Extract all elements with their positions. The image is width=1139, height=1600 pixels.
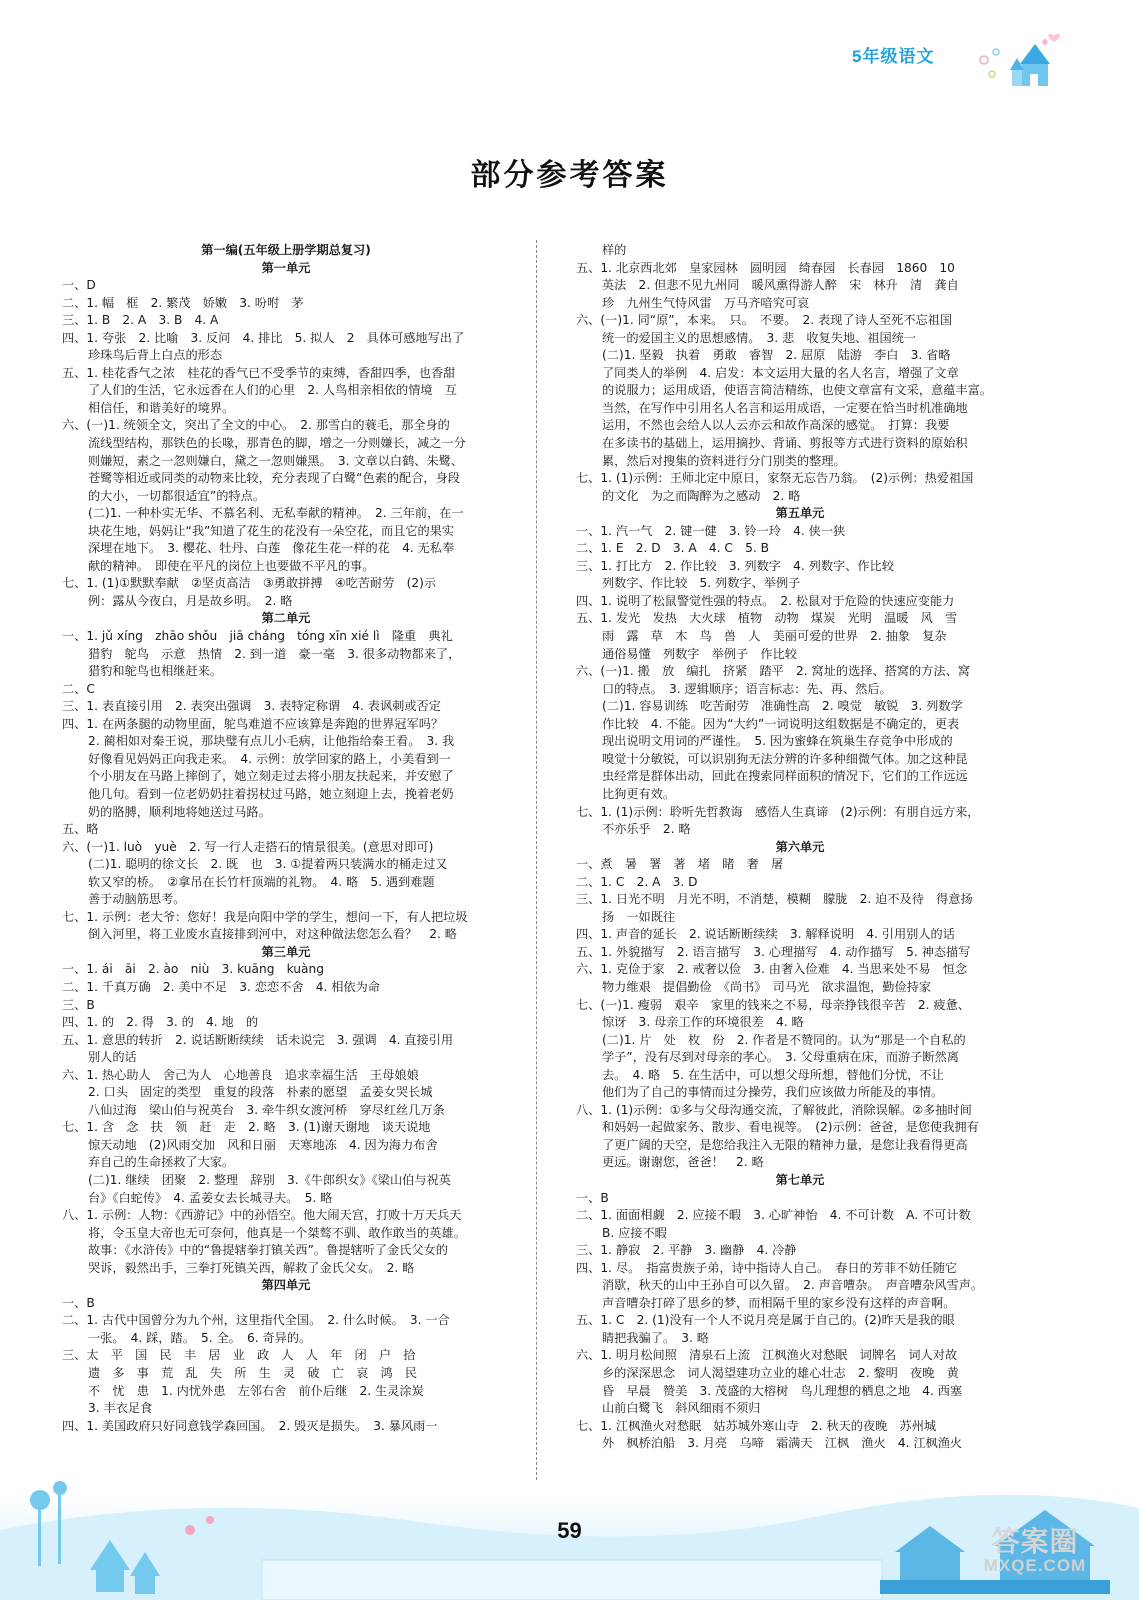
answer-line: 深埋在地下。 3. 樱花、牡丹、白莲 像花生花一样的花 4. 无私奉	[88, 541, 455, 556]
answer-line: 善于动脑筋思考。	[88, 892, 186, 907]
answer-line: 三、太 平 国 民 丰 居 业 政 人 人 年 闭 户 拾	[62, 1348, 416, 1363]
answer-line: 相信任，和谐美好的境界。	[88, 400, 235, 415]
section-heading: 第二单元	[261, 611, 311, 626]
section-heading: 第一单元	[261, 260, 311, 275]
answer-line: 五、1. 发光 发热 大火球 植物 动物 煤炭 光明 温暖 风 雪	[576, 611, 958, 626]
answer-line: 作比较 4. 不能。因为“大约”一词说明这组数据是不确定的，更表	[602, 716, 960, 731]
watermark-text: 答案圈	[991, 1526, 1079, 1557]
answer-line: 哭诉，毅然出手，三拳打死镇关西，解救了金氏父女。 2. 略	[88, 1260, 415, 1275]
answer-line: 英法 2. 但悲不见九州同 暖风熏得游人醉 宋 林升 清 龚自	[602, 278, 959, 293]
answer-line: 一、1. jǔ xíng zhāo shǒu jiā cháng tóng xīn xié lì 隆重 典礼	[62, 629, 453, 644]
answer-line: 将，令玉皇大帝也无可奈何，他真是一个桀骜不驯、敢作敢当的英雄。	[88, 1225, 466, 1240]
answer-line: 四、1. 尽。 指富贵族子弟，诗中指诗人自己。 春日的芳菲不妨任随它	[576, 1260, 958, 1275]
answer-line: 流线型结构，那铁色的长喙，那青色的脚，增之一分则嫌长，减之一分	[88, 436, 466, 451]
answer-line: 山前白鹭飞 斜风细雨不须归	[602, 1401, 761, 1416]
answer-line: 六、(一)1. luò yuè 2. 写一行人走搭石的情景很美。(意思对即可)	[62, 839, 434, 854]
answer-line: 六、1. 热心助人 舍己为人 心地善良 追求幸福生活 王母娘娘	[62, 1067, 419, 1082]
answer-line: 一、1. ái āi 2. ào niù 3. kuāng kuàng	[62, 962, 324, 977]
answer-line: 睛把我骗了。 3. 略	[602, 1330, 709, 1345]
answer-line: 二、1. 幅 框 2. 繁茂 娇嫩 3. 吩咐 茅	[62, 295, 304, 310]
answer-line: 比狗更有效。	[602, 786, 676, 801]
answer-line: 累，然后对搜集的资料进行分门别类的整理。	[602, 453, 846, 468]
answer-line: 了人们的生活，它永远香在人们的心里 2. 人鸟相亲相依的情境 互	[88, 383, 457, 398]
answer-line: 物力维艰 提倡勤俭 《尚书》 司马光 欲求温饱，勤俭持家	[602, 979, 932, 994]
answer-line: 七、1. 示例：老大爷：您好！我是向阳中学的学生，想问一下，有人把垃圾	[62, 909, 468, 924]
answer-line: 现出说明文用词的严谨性。 5. 因为蜜蜂在筑巢生存竞争中形成的	[602, 734, 953, 749]
answer-line: 不亦乐乎 2. 略	[602, 822, 691, 837]
answer-line: 他们为了自己的事情而过分操劳，我们应该做力所能及的事情。	[602, 1085, 944, 1100]
answer-line: 块花生地，妈妈让“我”知道了花生的花没有一朵空花，而且它的果实	[88, 523, 455, 538]
answer-line: 三、1. 日光不明 月光不明，不消楚，模糊 朦胧 2. 迫不及待 得意扬	[576, 892, 973, 907]
answer-line: 七、1. (1)示例：王师北定中原日，家祭无忘告乃翁。 (2)示例：热爱祖国	[576, 471, 974, 486]
answer-line: 一、1. 汽一气 2. 键一健 3. 铃一玲 4. 侠一狭	[576, 523, 846, 538]
answer-line: 苍鹭等相近或同类的动物来比较，充分表现了白鹭“色素的配合，身段	[88, 471, 460, 486]
section-heading: 第五单元	[775, 506, 825, 521]
answer-line: 样的	[602, 243, 627, 257]
answer-line: 五、1. 北京西北郊 皇家园林 圆明园 绮春园 长春园 1860 10	[576, 260, 955, 275]
grade-label: 5年级语文	[852, 47, 935, 66]
answer-line: 四、1. 夸张 2. 比喻 3. 反问 4. 排比 5. 拟人 2 具体可感地写出了	[62, 330, 465, 345]
answer-line: 惊天动地 (2)风雨交加 风和日丽 天寒地冻 4. 因为海力布舍	[88, 1137, 438, 1152]
answer-line: 三、1. B 2. A 3. B 4. A	[62, 313, 219, 328]
answer-line: 六、1. 克俭于家 2. 戒奢以俭 3. 由奢入俭难 4. 当思来处不易 恒念	[576, 962, 968, 977]
answer-line: 了更广阔的天空，是您给我注入无限的精神力量，是您让我看得更高	[602, 1137, 968, 1152]
answer-line: 二、C	[62, 681, 95, 696]
answer-line: 三、1. 打比方 2. 作比较 3. 列数字 4. 列数字、作比较	[576, 558, 894, 573]
answer-line: 五、略	[62, 822, 99, 837]
answer-line: 通俗易懂 列数字 举例子 作比较	[602, 646, 797, 661]
answer-line: 2. 蔺相如对秦王说，那块璧有点儿小毛病，让他指给秦王看。 3. 我	[88, 734, 455, 749]
answer-line: 奶的胳膊，顺利地将她送过马路。	[88, 804, 271, 819]
answer-line: (二)1. 继续 团聚 2. 整理 辞别 3.《牛郎织女》《梁山伯与祝英	[88, 1172, 451, 1187]
answer-line: 七、1. 含 念 扶 领 赶 走 2. 略 3. (1)谢天谢地 谈天说地	[62, 1120, 431, 1135]
answer-line: 猎豹和鸵鸟也相继赶来。	[88, 664, 223, 679]
answer-line: 四、1. 说明了松鼠警觉性强的特点。 2. 松鼠对于危险的快速应变能力	[576, 593, 955, 608]
answer-line: 不 忧 患 1. 内忧外患 左邻右舍 前仆后继 2. 生灵涂炭	[88, 1383, 424, 1398]
answer-line: 台》《白蛇传》 4. 孟姜女去长城寻夫。 5. 略	[88, 1190, 333, 1205]
answer-line: 3. 丰衣足食	[88, 1401, 153, 1416]
answer-line: 软又窄的桥。 ②拿吊在长竹杆顶端的礼物。 4. 略 5. 遇到难题	[88, 874, 435, 889]
answer-line: 四、1. 在两条腿的动物里面，鸵鸟难道不应该算是奔跑的世界冠军吗？	[62, 716, 444, 731]
answer-line: 二、1. 古代中国曾分为九个州，这里指代全国。 2. 什么时候。 3. 一合	[62, 1313, 450, 1328]
section-heading: 第七单元	[775, 1172, 825, 1187]
answer-line: 外 枫桥泊船 3. 月亮 乌啼 霜满天 江枫 渔火 4. 江枫渔火	[602, 1436, 963, 1451]
decorative-castle-icon	[972, 30, 1062, 92]
answer-line: 列数字、作比较 5. 列数字、举例子	[602, 576, 801, 591]
answer-line: 去。 4. 略 5. 在生活中，可以想父母所想，替他们分忧，不让	[602, 1067, 944, 1082]
answer-column-right	[576, 242, 1024, 1453]
answer-line: 二、1. 面面相觑 2. 应接不暇 3. 心旷神怡 4. 不可计数 A. 不可计数	[576, 1208, 971, 1223]
answer-line: 六、(一)1. 统领全文，突出了全文的中心。 2. 那雪白的蓑毛，那全身的	[62, 418, 450, 433]
answer-line: (二)1. 聪明的徐文长 2. 既 也 3. ①提着两只装满水的桶走过又	[88, 857, 448, 872]
answer-line: 六、(一)1. 搬 放 编扎 挤紧 踏平 2. 窝址的选择、搭窝的方法、窝	[576, 664, 970, 679]
answer-line: 别人的话	[88, 1050, 137, 1065]
answer-line: 五、1. 意思的转折 2. 说话断断续续 话未说完 3. 强调 4. 直接引用	[62, 1032, 454, 1047]
column-divider	[536, 240, 537, 1480]
answer-line: 五、1. 桂花香气之浓 桂花的香气已不受季节的束缚，香甜四季，也香甜	[62, 365, 456, 380]
answer-line: 更远。谢谢您，爸爸！ 2. 略	[602, 1155, 764, 1170]
answer-line: 例：露从今夜白，月是故乡明。 2. 略	[88, 593, 293, 608]
answer-line: 六、1. 明月松间照 清泉石上流 江枫渔火对愁眠 词牌名 词人对故	[576, 1348, 958, 1363]
answer-line: 倒入河里，将工业废水直接排到河中，对这种做法您怎么看？ 2. 略	[88, 927, 457, 942]
answer-line: 运用，不然也会给人以人云亦云和故作高深的感觉。 打算：我要	[602, 418, 950, 433]
answer-column-left	[62, 242, 510, 1435]
answer-line: 好像看见妈妈正向我走来。 4. 示例：放学回家的路上，小美看到一	[88, 751, 451, 766]
answer-line: 八仙过海 梁山伯与祝英台 3. 牵牛织女渡河桥 穿尽红丝几万条	[88, 1102, 445, 1117]
answer-line: 声音嘈杂打碎了思乡的梦，而相隔千里的家乡没有这样的声音啊。	[602, 1295, 956, 1310]
answer-line: 四、1. 的 2. 得 3. 的 4. 地 的	[62, 1015, 259, 1030]
answer-line: 八、1. 示例：人物：《西游记》中的孙悟空。他大闹天宫，打败十万天兵天	[62, 1208, 462, 1223]
answer-line: (二)1. 坚毅 执着 勇敢 睿智 2. 屈原 陆游 李白 3. 省略	[602, 348, 951, 363]
answer-line: 一、B	[576, 1190, 609, 1205]
answer-line: 的文化 为之而陶醉为之感动 2. 略	[602, 488, 801, 503]
answer-line: 猎豹 鸵鸟 示意 热情 2. 到一道 豪一毫 3. 很多动物都来了，	[88, 646, 461, 661]
answer-line: 八、1. (1)示例：①多与父母沟通交流，了解彼此，消除误解。②多抽时间	[576, 1102, 972, 1117]
answer-line: 一、D	[62, 278, 96, 293]
answer-line: 口的特点。 3. 逻辑顺序；语言标志：先、再、然后。	[602, 681, 892, 696]
watermark-url: MXQE.COM	[983, 1556, 1087, 1575]
answer-line: 惊讶 3. 母亲工作的环境很差 4. 略	[602, 1015, 804, 1030]
answer-line: 弃自己的生命拯救了大家。	[88, 1155, 235, 1170]
answer-line: 扬 一如既往	[602, 909, 676, 924]
answer-line: B. 应接不暇	[602, 1225, 667, 1240]
answer-line: 一张。 4. 踩，踏。 5. 全。 6. 奇异的。	[88, 1330, 312, 1345]
answer-line: 2. 口头 固定的类型 重复的段落 朴素的愿望 孟姜女哭长城	[88, 1085, 433, 1100]
page-number: 59	[557, 1518, 582, 1543]
answer-line: 七、1. (1)①默默奉献 ②坚贞高洁 ③勇敢拼搏 ④吃苦耐劳 (2)示	[62, 576, 437, 591]
answer-line: 了同类人的举例 4. 启发：本文运用大量的名人名言，增强了文章	[602, 365, 959, 380]
answer-line: 的大小，一切都很适宜”的特点。	[88, 488, 265, 503]
answer-line: 七、(一)1. 瘦弱 艰辛 家里的钱来之不易，母亲挣钱很辛苦 2. 疲惫、	[576, 997, 970, 1012]
answer-line: 雨 露 草 木 鸟 兽 人 美丽可爱的世界 2. 抽象 复杂	[602, 629, 947, 644]
section-heading: 第四单元	[261, 1278, 311, 1293]
answer-line: 珍珠鸟后背上白点的形态	[88, 348, 223, 363]
answer-line: 二、1. C 2. A 3. D	[576, 874, 698, 889]
answer-line: 七、1. (1)示例：聆听先哲教诲 感悟人生真谛 (2)示例：有朋自远方来，	[576, 804, 980, 819]
answer-line: 一、B	[62, 1295, 95, 1310]
answer-line: 虫经常是群体出动，回此在搜索同样面积的情况下，它们的工作远远	[602, 769, 968, 784]
answer-line: 的说服力；运用成语，使语言简洁精练，也使文章富有文采，意蕴丰富。	[602, 383, 992, 398]
answer-line: 五、1. 外貌描写 2. 语言描写 3. 心理描写 4. 动作描写 5. 神态描写	[576, 944, 971, 959]
answer-line: 七、1. 江枫渔火对愁眠 姑苏城外寒山寺 2. 秋天的夜晚 苏州城	[576, 1418, 937, 1433]
answer-line: 他几句。看到一位老奶奶拄着拐杖过马路，她立刻迎上去，挽着老奶	[88, 786, 454, 801]
section-heading: 第一编(五年级上册学期总复习)	[201, 243, 371, 257]
section-heading: 第六单元	[775, 839, 825, 854]
answer-line: 消歇，秋天的山中王孙自可以久留。 2. 声音嘈杂。 声音嘈杂风雪声。	[602, 1278, 984, 1293]
answer-line: 四、1. 美国政府只好同意钱学森回国。 2. 毁灭是损失。 3. 暴风雨一	[62, 1418, 438, 1433]
answer-line: 献的精神。 即使在平凡的岗位上也要做不平凡的事。	[88, 558, 375, 573]
answer-line: 统一的爱国主义的思想感情。 3. 悲 收复失地、祖国统一	[602, 330, 917, 345]
answer-line: 一、煮 暑 署 著 堵 睹 奢 屠	[576, 857, 784, 872]
answer-line: 昏 早晨 赞美 3. 茂盛的大榕树 鸟儿理想的栖息之地 4. 西塞	[602, 1383, 963, 1398]
answer-line: (二)1. 容易训练 吃苦耐劳 准确性高 2. 嗅觉 敏锐 3. 列数学	[602, 699, 963, 714]
answer-line: 珍 九州生气恃风雷 万马齐喑究可哀	[602, 295, 810, 310]
answer-line: 嗅觉十分敏锐，可以识别狗无法分辨的许多种细微气体。加之这种昆	[602, 751, 968, 766]
answer-line: 遗 多 事 荒 乱 失 所 生 灵 破 亡 哀 鸿 民	[88, 1366, 418, 1380]
answer-line: 则嫌短，素之一忽则嫌白，黛之一忽则嫌黑。 3. 文章以白鹤、朱鹭、	[88, 453, 464, 468]
answer-line: 当然，在写作中引用名人名言和运用成语，一定要在恰当时机准确地	[602, 400, 968, 415]
answer-line: 四、1. 声音的延长 2. 说话断断续续 3. 解释说明 4. 引用别人的话	[576, 927, 955, 942]
answer-line: 故事：《水浒传》中的“鲁提辖拳打镇关西”。鲁提辖听了金氏父女的	[88, 1243, 448, 1258]
answer-line: 二、1. 千真万确 2. 美中不足 3. 恋恋不舍 4. 相依为命	[62, 979, 380, 994]
page-title: 部分参考答案	[470, 158, 669, 193]
section-heading: 第三单元	[261, 944, 311, 959]
answer-line: 二、1. E 2. D 3. A 4. C 5. B	[576, 541, 769, 556]
answer-line: 和妈妈一起做家务、散步、看电视等。 (2)示例：爸爸，是您使我拥有	[602, 1120, 979, 1135]
answer-line: 在多读书的基础上，运用摘抄、背诵、剪报等方式进行资料的原始积	[602, 436, 968, 451]
answer-line: (二)1. 片 处 枚 份 2. 作者是不赞同的。认为“那是一个自私的	[602, 1032, 966, 1047]
answer-line: 三、1. 表直接引用 2. 表突出强调 3. 表特定称谓 4. 表讽刺或否定	[62, 699, 441, 714]
answer-line: (二)1. 一种朴实无华、不慕名利、无私奉献的精神。 2. 三年前，在一	[88, 506, 464, 521]
answer-line: 学子”，没有尽到对母亲的孝心。 3. 父母重病在床，而游子断然离	[602, 1050, 959, 1065]
answer-line: 三、B	[62, 997, 95, 1012]
answer-line: 个小朋友在马路上摔倒了，她立刻走过去将小朋友扶起来，并安慰了	[88, 769, 454, 784]
answer-line: 乡的深深思念 词人渴望建功立业的雄心壮志 2. 黎明 夜晚 黄	[602, 1366, 959, 1380]
answer-line: 六、(一)1. 同“原”，本来。 只。 不要。 2. 表现了诗人至死不忘祖国	[576, 313, 953, 328]
answer-line: 三、1. 静寂 2. 平静 3. 幽静 4. 冷静	[576, 1243, 797, 1258]
answer-line: 五、1. C 2. (1)没有一个人不说月亮是属于自己的。(2)昨天是我的眼	[576, 1313, 955, 1328]
